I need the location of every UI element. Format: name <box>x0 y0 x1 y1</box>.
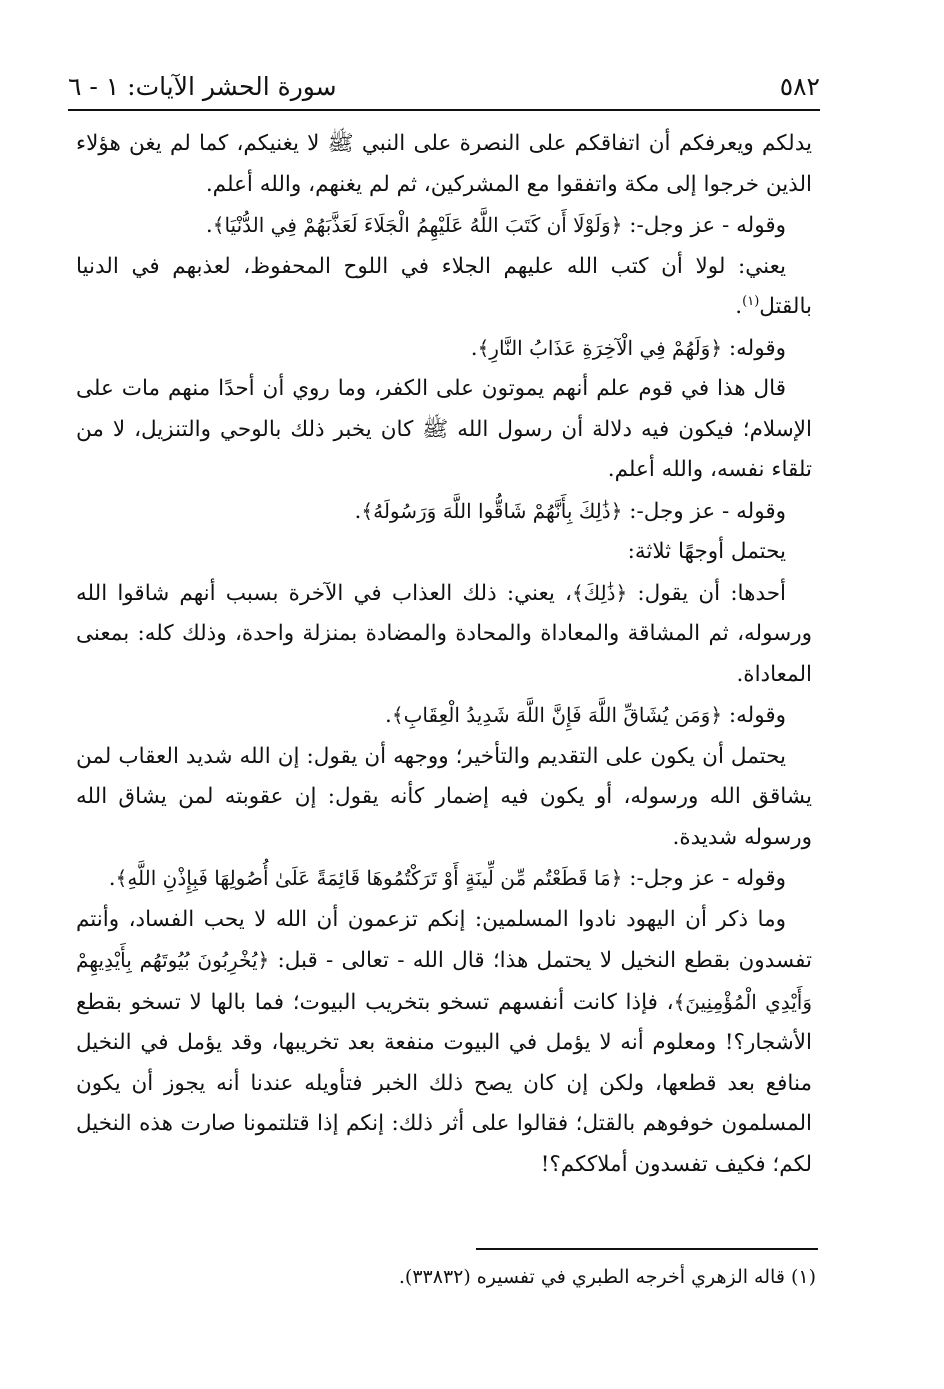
punctuation: . <box>385 703 392 728</box>
quran-verse: ﴿وَلَهُمْ فِي الْآخِرَةِ عَذَابُ النَّارِ﴾ <box>477 335 723 360</box>
running-header <box>68 66 820 106</box>
punctuation: . <box>108 866 116 891</box>
paragraph-text: ، يعني: ذلك العذاب في الآخرة بسبب أنهم شاقوا الله ورسوله، ثم المشاقة والمعاداة والمحادة والمضادة بمنزلة واحدة، وذلك كله: بمعنى المعاداة. <box>76 580 812 687</box>
paragraph-text: يعني: لولا أن كتب الله عليهم الجلاء في اللوح المحفوظ، لعذبهم في الدنيا بالقتل <box>76 253 812 319</box>
quran-verse: ﴿وَمَن يُشَاقِّ اللَّهَ فَإِنَّ اللَّهَ شَدِيدُ الْعِقَابِ﴾ <box>391 703 723 727</box>
verse-intro: وقوله - عز وجل-: <box>622 498 786 524</box>
paragraph-text: ، فإذا كانت أنفسهم تسخو بتخريب البيوت؛ فما بالها لا تسخو بقطع الأشجار؟! ومعلوم أنه لا يؤمل في البيوت منفعة بعد تخريبها، وقد يؤمل في النخيل منافع بعد قطعها، ولكن إن كان يصح ذلك الخبر فتأويله عندنا أنه يجوز أن يكون المسلمون خوفوهم بالقتل؛ فقالوا على أثر ذلك: إنكم إذا قتلتمونا صارت هذه النخيل لكم؛ فكيف تفسدون أملاككم؟! <box>76 989 812 1177</box>
footnote-marker: (١) <box>742 293 760 309</box>
verse-intro: وقوله - عز وجل-: <box>622 866 786 891</box>
paragraph <box>76 695 812 737</box>
paragraph: يحتمل أن يكون على التقديم والتأخير؛ ووجهه أن يقول: إن الله شديد العقاب لمن يشاقق الله ورسوله، أو يكون فيه إضمار كأنه يقول: إن عقوبته لمن يشاق الله ورسوله شديدة. <box>76 743 812 850</box>
header-divider <box>68 109 820 111</box>
paragraph <box>76 858 812 900</box>
verse-intro: وقوله - عز وجل-: <box>622 213 786 238</box>
paragraph-text: وما ذكر أن اليهود نادوا المسلمين: إنكم تزعمون أن الله لا يحب الفساد، وأنتم تفسدون بقطع النخيل لا يحتمل هذا؛ قال الله - تعالى - قبل: <box>76 906 812 973</box>
paragraph: يحتمل أوجهًا ثلاثة: <box>627 539 786 564</box>
footnote-divider <box>476 1248 818 1250</box>
quran-verse: ﴿ذَٰلِكَ بِأَنَّهُمْ شَاقُّوا اللَّهَ وَرَسُولَهُ﴾ <box>361 498 623 523</box>
quran-verse: ﴿مَا قَطَعْتُم مِّن لِّينَةٍ أَوْ تَرَكْتُمُوهَا قَائِمَةً عَلَىٰ أُصُولِهَا فَبِإِذْنِ اللَّهِ﴾ <box>115 866 623 890</box>
paragraph <box>76 328 812 370</box>
page-number: ٥٨٢ <box>779 71 820 101</box>
paragraph: يدلكم ويعرفكم أن اتفاقكم على النصرة على النبي ﷺ لا يغنيكم، كما لم يغن هؤلاء الذين خرجوا إلى مكة واتفقوا مع المشركين، ثم لم يغنهم، والله أعلم. <box>76 131 812 197</box>
paragraph <box>76 573 812 696</box>
paragraph: قال هذا في قوم علم أنهم يموتون على الكفر، وما روي أن أحدًا منهم مات على الإسلام؛ فيكون فيه دلالة أن رسول الله ﷺ كان يخبر ذلك بالوحي والتنزيل، لا من تلقاء نفسه، والله أعلم. <box>76 376 812 482</box>
punctuation: . <box>205 213 213 238</box>
quran-verse: ﴿يُخْرِبُونَ بُيُوتَهُم بِأَيْدِيهِمْ وَأَيْدِي الْمُؤْمِنِينَ﴾ <box>76 948 813 1014</box>
main-text <box>76 124 812 1185</box>
quran-verse: ﴿ذَٰلِكَ﴾ <box>571 580 628 605</box>
punctuation: . <box>354 498 362 524</box>
running-title: سورة الحشر الآيات: ١ - ٦ <box>68 71 337 101</box>
footnote: (١) قاله الزهري أخرجه الطبري في تفسيره (٣٣٨٣٢). <box>398 1266 816 1288</box>
paragraph <box>76 900 812 1186</box>
paragraph <box>76 247 812 328</box>
punctuation: . <box>735 294 743 319</box>
quran-verse: ﴿وَلَوْلَا أَن كَتَبَ اللَّهُ عَلَيْهِمُ الْجَلَاءَ لَعَذَّبَهُمْ فِي الدُّنْيَا﴾ <box>212 213 623 237</box>
punctuation: . <box>470 335 478 361</box>
verse-intro: وقوله: <box>722 335 786 361</box>
verse-intro: وقوله: <box>722 703 786 728</box>
paragraph <box>76 491 812 533</box>
paragraph <box>76 205 812 247</box>
paragraph-text: أحدها: أن يقول: <box>627 580 786 606</box>
